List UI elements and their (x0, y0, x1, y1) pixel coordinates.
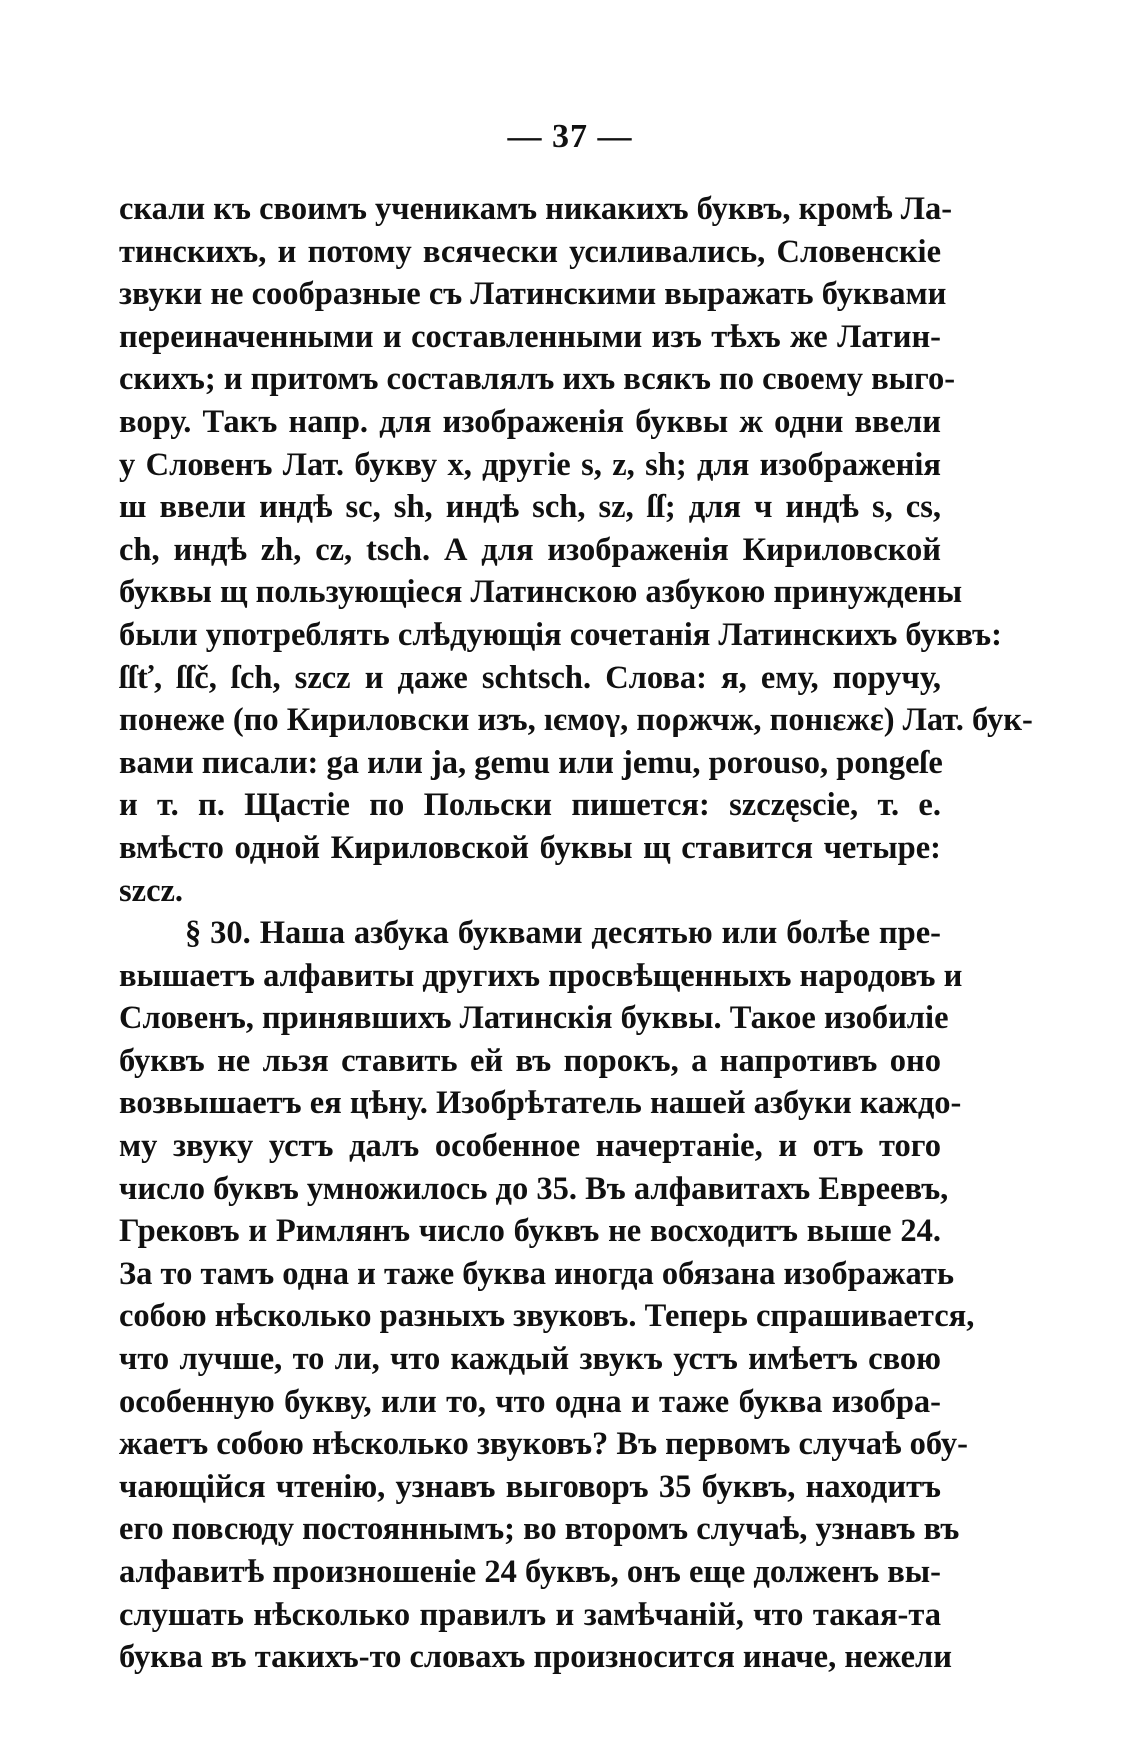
text-line: особенную букву, или то, что одна и таже буква изобра- (119, 1383, 941, 1420)
paragraph-first-line: § 30. Наша азбука буквами десятью или болѣе пре- (185, 915, 941, 952)
text-line: алфавитѣ произношеніе 24 буквъ, онъ еще долженъ вы- (119, 1554, 941, 1590)
text-line: скихъ; и притомъ составлялъ ихъ всякъ по своему выго- (119, 361, 956, 398)
text-line: буквы щ пользующіеся Латинскою азбукою принуждены (119, 574, 963, 611)
text-line: что лучше, то ли, что каждый звукъ устъ имѣетъ свою (119, 1341, 941, 1378)
text-line: За то тамъ одна и таже буква иногда обязана изображать (119, 1255, 955, 1292)
text-line: его повсюду постояннымъ; во второмъ случаѣ, узнавъ въ (119, 1511, 960, 1548)
text-line: возвышаетъ ея цѣну. Изобрѣтатель нашей азбуки каждо- (119, 1085, 962, 1122)
text-line: чающійся чтенію, узнавъ выговоръ 35 буквъ, находитъ (119, 1468, 941, 1505)
text-line: ſſť, ſſč, ſch, szcz и даже schtsch. Слова: я, ему, поручу, (119, 659, 941, 696)
text-line: вмѣсто одной Кириловской буквы щ ставится четыре: (119, 829, 941, 866)
text-line: му звуку устъ далъ особенное начертаніе, и отъ того (119, 1128, 941, 1165)
text-line: у Словенъ Лат. букву x, другіе s, z, sh; для изображенія (119, 446, 941, 483)
text-line: вору. Такъ напр. для изображенія буквы ж одни ввели (119, 403, 941, 440)
text-line: и т. п. Щастіе по Польски пишется: szczęscie, т. е. (119, 787, 941, 824)
text-line: собою нѣсколько разныхъ звуковъ. Теперь спрашивается, (119, 1298, 975, 1335)
text-line: Словенъ, принявшихъ Латинскія буквы. Такое изобиліе (119, 1000, 949, 1037)
text-line: вышаетъ алфавиты другихъ просвѣщенныхъ народовъ и (119, 957, 963, 994)
body-text (119, 188, 1033, 1679)
text-line: буквъ не льзя ставить ей въ порокъ, а напротивъ оно (119, 1042, 941, 1079)
text-line: число буквъ умножилось до 35. Въ алфавитахъ Евреевъ, (119, 1170, 949, 1207)
text-line: тинскихъ, и потому всячески усиливались, Словенскіе (119, 233, 941, 270)
text-line: жаетъ собою нѣсколько звуковъ? Въ первомъ случаѣ обу- (119, 1426, 968, 1463)
text-line: были употреблять слѣдующія сочетанія Латинскихъ буквъ: (119, 616, 1002, 653)
text-line: ш ввели индѣ sc, sh, индѣ sch, sz, ſſ; для ч индѣ s, cs, (119, 489, 941, 526)
text-line: слушать нѣсколько правилъ и замѣчаній, что такая-та (119, 1596, 941, 1633)
text-line: Грековъ и Римлянъ число буквъ не восходитъ выше 24. (119, 1213, 941, 1250)
text-line: буква въ такихъ-то словахъ произносится иначе, нежели (119, 1639, 953, 1676)
text-line: понеже (по Кириловски изъ, ıємоγ, поρжчж, понıεжε) Лат. бук- (119, 702, 1033, 739)
page-number: — 37 — (507, 118, 633, 155)
text-line: скали къ своимъ ученикамъ никакихъ буквъ, кромѣ Ла- (119, 191, 953, 227)
text-line: ch, индѣ zh, cz, tsch. А для изображенія Кириловской (119, 531, 941, 568)
text-line: вами писали: ga или ja, gemu или jemu, porouso, pongeſe (119, 744, 943, 781)
text-line: szcz. (119, 872, 184, 909)
text-line: переиначенными и составленными изъ тѣхъ же Латин- (119, 318, 941, 355)
text-line: звуки не сообразные съ Латинскими выражать буквами (119, 276, 947, 313)
